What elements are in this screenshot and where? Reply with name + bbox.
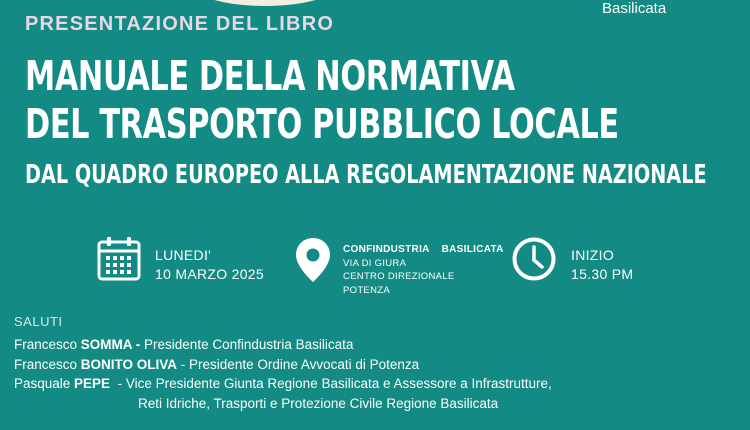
speaker-bonito-oliva xyxy=(14,355,552,375)
book-subtitle: DAL QUADRO EUROPEO ALLA REGOLAMENTAZIONE NAZIONALE xyxy=(25,160,707,190)
speaker-pepe-role-continuation: Reti Idriche, Trasporti e Protezione Civile Regione Basilicata xyxy=(138,395,499,411)
venue-name: CONFINDUSTRIA BASILICATA xyxy=(343,244,504,255)
title-line-2: DEL TRASPORTO PUBBLICO LOCALE xyxy=(25,100,619,148)
saluti-label: SALUTI xyxy=(14,314,63,329)
time-label: INIZIO xyxy=(571,247,615,263)
clock-icon xyxy=(511,236,557,282)
venue-address-1: VIA DI GIURA xyxy=(343,257,407,269)
speaker-surname: PEPE xyxy=(74,376,114,391)
venue-address-2: CENTRO DIREZIONALE xyxy=(343,271,455,282)
speaker-role: Presidente Confindustria Basilicata xyxy=(140,337,354,352)
speaker-surname: BONITO OLIVA xyxy=(80,356,178,372)
event-date: 10 MARZO 2025 xyxy=(155,266,264,282)
speaker-role: - Vice Presidente Giunta Regione Basilicata e Assessore a Infrastrutture, xyxy=(113,376,552,391)
speaker-pepe xyxy=(14,374,552,394)
org-logo-text xyxy=(602,0,666,18)
map-pin-icon xyxy=(293,236,333,284)
event-time: 15.30 PM xyxy=(571,266,634,282)
logo-oval xyxy=(190,0,340,6)
event-day: LUNEDI' xyxy=(155,247,212,263)
org-name: Basilicata xyxy=(602,0,667,17)
calendar-icon xyxy=(97,236,141,282)
speaker-somma xyxy=(14,335,552,355)
title-line-1: MANUALE DELLA NORMATIVA xyxy=(25,52,515,100)
speaker-first-name: Francesco xyxy=(14,337,81,352)
kicker: PRESENTAZIONE DEL LIBRO xyxy=(25,13,335,35)
venue-city: POTENZA xyxy=(343,284,390,296)
speaker-first-name: Francesco xyxy=(14,356,81,372)
speaker-first-name: Pasquale xyxy=(14,376,75,391)
speaker-surname: SOMMA - xyxy=(80,337,141,352)
speaker-role: - Presidente Ordine Avvocati di Potenza xyxy=(177,356,420,372)
speakers-list xyxy=(14,335,552,413)
book-title xyxy=(25,52,619,148)
